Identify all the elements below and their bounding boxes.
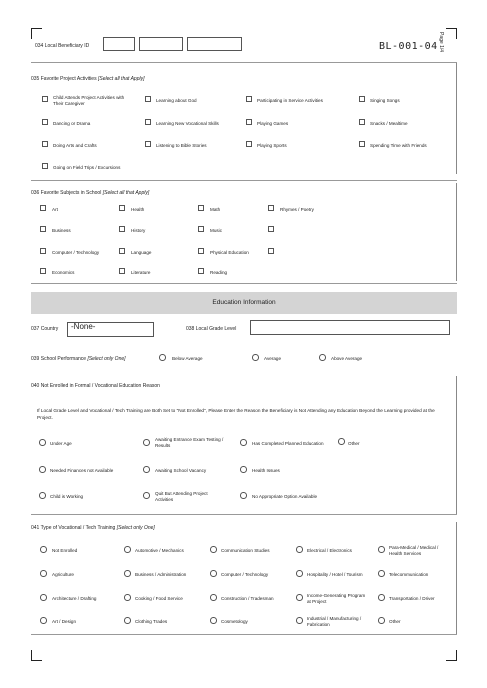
divider [31,634,457,635]
q41-radio-communication[interactable] [210,546,217,553]
q36-option-label: Math [210,207,221,212]
q35-option-label: Their Caregiver [53,101,85,106]
q36-option-label: Literature [131,270,151,275]
q41-option-label: Architecture / Drafting [52,596,97,601]
q36-option-label: Rhymes / Poetry [280,207,314,212]
q41-radio-industrial[interactable] [296,617,303,624]
q36-option-label: Reading [210,270,228,275]
q35-option-label: Child Attends Project Activities with [53,95,125,100]
q36-checkbox-art[interactable] [40,205,46,211]
q41-option-label: Cooking / Food Service [135,596,183,601]
crop-mark-bottom-left [31,650,42,661]
q41-label: 041 Type of Vocational / Tech Training [Select only One] [31,525,155,531]
q41-option-label: Industrial / Manufacturing / [307,616,362,621]
q39-option-label: Below Average [172,356,203,361]
q35-option-label: Singing Songs [370,98,400,103]
q35-option-label: Playing Games [257,121,289,126]
q40-instruction: If Local Grade Level and Vocational / Tech Training are Both Set to "Not Enrolled", Please Enter the Reason the Beneficiary is Not Attending any Education Beyond the Learning provided at the Project. [37,408,435,420]
q36-checkbox-business[interactable] [40,226,46,232]
q35-checkbox-sports[interactable] [246,141,252,147]
q41-option-label: Art / Design [52,619,76,624]
q36-label: 036 Favorite Subjects in School [Select all that Apply] [31,190,150,196]
q40-option-label: Results [155,443,171,448]
q36-checkbox-blank-2[interactable] [268,248,274,254]
divider [31,62,457,63]
q40-option-label: Child is Working [50,494,84,499]
q41-option-label: Computer / Technology [221,572,269,577]
q41-radio-clothing[interactable] [124,617,131,624]
q41-option-label: Clothing Trades [135,619,168,624]
q40-option-label: Activities [155,497,174,502]
q41-option-label: Agriculture [52,572,74,577]
q41-option-label: Other [389,619,401,624]
q35-checkbox-friends[interactable] [359,141,365,147]
q40-label: 040 Not Enrolled in Formal / Vocational Education Reason [31,383,160,389]
q39-radio-below-average[interactable] [159,354,166,361]
q41-radio-art[interactable] [40,617,47,624]
q35-checkbox-bible[interactable] [145,141,151,147]
q41-radio-telecom[interactable] [378,570,385,577]
q36-checkbox-history[interactable] [119,226,125,232]
q35-checkbox-snacks[interactable] [359,119,365,125]
q38-label: 038 Local Grade Level [186,326,237,332]
q35-checkbox-arts[interactable] [42,141,48,147]
q36-checkbox-blank-1[interactable] [268,226,274,232]
beneficiary-id-field-1[interactable] [103,37,135,51]
q41-option-label: Income-Generating Program [307,593,366,598]
divider [31,180,457,181]
q36-checkbox-computer[interactable] [40,248,46,254]
frame-line [456,522,457,635]
q40-option-label: Under Age [50,441,72,446]
q36-checkbox-economics[interactable] [40,268,46,274]
q40-radio-no-option[interactable] [240,492,247,499]
q41-option-label: Communication Studies [221,548,270,553]
q36-option-label: History [131,228,146,233]
q41-radio-business[interactable] [124,570,131,577]
q41-radio-computer[interactable] [210,570,217,577]
q35-option-label: Participating in Service Activities [257,98,323,103]
q35-checkbox-dancing[interactable] [42,119,48,125]
q35-option-label: Going on Field Trips / Excursions [53,165,121,170]
q35-checkbox-caregiver[interactable] [42,96,48,102]
q39-option-label: Above Average [331,356,363,361]
section-banner [31,292,457,314]
q40-option-label: Has Completed Planned Education [252,441,324,446]
divider [31,283,457,284]
beneficiary-id-field-3[interactable] [187,37,242,51]
q35-checkbox-service[interactable] [246,96,252,102]
q41-option-label: at Project [307,599,327,604]
q41-radio-paramedical[interactable] [378,546,385,553]
q36-checkbox-reading[interactable] [198,268,204,274]
q36-option-label: Health [131,207,145,212]
q36-option-label: Physical Education [210,250,249,255]
q36-checkbox-rhymes[interactable] [268,205,274,211]
q41-radio-transportation[interactable] [378,594,385,601]
q41-radio-cosmetology[interactable] [210,617,217,624]
q36-checkbox-pe[interactable] [198,248,204,254]
q40-radio-working[interactable] [39,492,46,499]
country-select-value: -None- [71,322,96,331]
q40-option-label: Health Issues [252,468,280,473]
q35-option-label: Learning about God [156,98,197,103]
q35-option-label: Playing Sports [257,143,287,148]
q41-radio-construction[interactable] [210,594,217,601]
beneficiary-id-field-2[interactable] [139,37,183,51]
q36-option-label: Art [52,207,58,212]
q41-radio-hospitality[interactable] [296,570,303,577]
q36-option-label: Computer / Technology [52,250,100,255]
q39-option-label: Average [264,356,282,361]
q39-radio-above-average[interactable] [319,354,326,361]
q41-option-label: Hospitality / Hotel / Tourism [307,572,363,577]
q41-option-label: Health Services [389,551,422,556]
q40-radio-completed[interactable] [240,439,247,446]
q39-label: 039 School Performance [Select only One] [31,356,126,362]
q41-option-label: Fabrication [307,622,330,627]
q40-radio-health[interactable] [240,466,247,473]
page-number: Page 1/4 [438,32,444,53]
q36-option-label: Music [210,228,222,233]
divider [31,514,457,515]
q35-label: 035 Favorite Project Activities [Select all that Apply] [31,76,145,82]
q36-checkbox-literature[interactable] [119,268,125,274]
q40-option-label: Other [348,441,360,446]
q41-option-label: Business / Administration [135,572,187,577]
q40-option-label: Awaiting Entrance Exam Testing / [155,437,224,442]
q41-option-label: Automotive / Mechanics [135,548,184,553]
q35-option-label: Spending Time with Friends [370,143,427,148]
q41-radio-architecture[interactable] [40,594,47,601]
q41-option-label: Cosmetology [221,619,248,624]
q35-option-label: Listening to Bible Stories [156,143,207,148]
section-title: Education Information [212,299,276,306]
q37-label: 037 Country [31,326,59,332]
q40-option-label: Needed Finances not Available [50,468,114,473]
q40-radio-under-age[interactable] [39,439,46,446]
q41-radio-not-enrolled[interactable] [40,546,47,553]
q40-option-label: No Appropriate Option Available [252,494,318,499]
q41-option-label: Construction / Tradesman [221,596,274,601]
q41-option-label: Transportation / Driver [389,596,435,601]
q40-option-label: Awaiting School Vacancy [155,468,207,473]
q40-radio-quit[interactable] [143,492,150,499]
crop-mark-bottom-right [446,650,457,661]
q41-option-label: Telecommunication [389,572,429,577]
q36-checkbox-language[interactable] [119,248,125,254]
q40-radio-finances[interactable] [39,466,46,473]
q36-checkbox-math[interactable] [198,205,204,211]
q41-option-label: Electrical / Electronics [307,548,352,553]
q41-radio-agriculture[interactable] [40,570,47,577]
q41-radio-automotive[interactable] [124,546,131,553]
q41-radio-income[interactable] [296,594,303,601]
q35-option-label: Dancing or Drama [53,121,91,126]
frame-line [456,376,457,514]
beneficiary-id-label: 034 Local Beneficiary ID [35,43,90,49]
q39-radio-average[interactable] [252,354,259,361]
q41-option-label: Not Enrolled [52,548,78,553]
frame-line [456,62,457,174]
q35-checkbox-vocational[interactable] [145,119,151,125]
q36-checkbox-music[interactable] [198,226,204,232]
crop-mark-top-left [31,28,42,39]
q35-checkbox-singing[interactable] [359,96,365,102]
q36-option-label: Business [52,228,71,233]
q41-radio-cooking[interactable] [124,594,131,601]
q40-radio-other[interactable] [338,438,345,445]
q36-option-label: Language [131,250,152,255]
q40-radio-awaiting-exam[interactable] [143,439,150,446]
q35-option-label: Doing Arts and Crafts [53,143,97,148]
q35-checkbox-games[interactable] [246,119,252,125]
q35-checkbox-field-trips[interactable] [42,163,48,169]
q41-option-label: Para-Medical / Medical / [389,545,439,550]
q35-option-label: Learning New Vocational Skills [156,121,219,126]
q35-checkbox-learning-god[interactable] [145,96,151,102]
document-id: BL-001-04 [379,41,438,52]
q40-radio-vacancy[interactable] [143,466,150,473]
q40-option-label: Quit But Attending Project [155,491,208,496]
q36-checkbox-health[interactable] [119,205,125,211]
q36-option-label: Economics [52,270,75,275]
q41-radio-electrical[interactable] [296,546,303,553]
q35-option-label: Snacks / Mealtime [370,121,408,126]
q41-radio-other[interactable] [378,617,385,624]
crop-mark-top-right [446,28,457,39]
grade-level-input[interactable] [250,320,450,335]
frame-line [456,183,457,281]
